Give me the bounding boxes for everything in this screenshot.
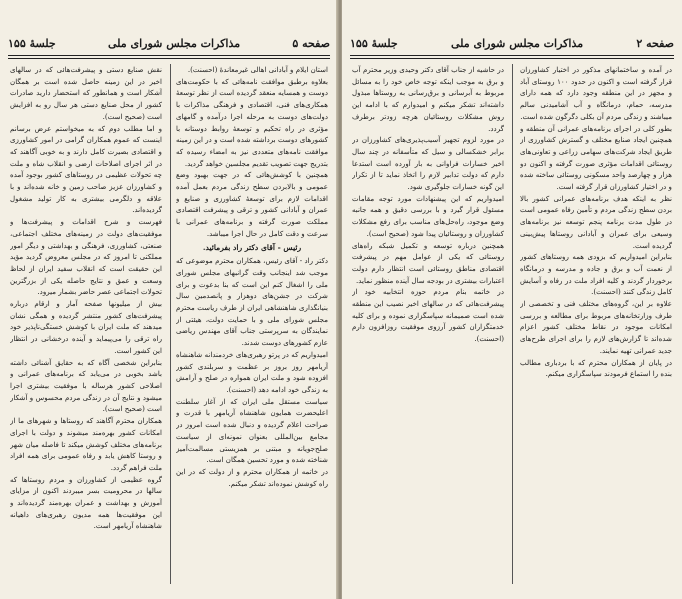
paragraph: امیدواریم که در پرتو رهبری‌های خردمندانه شاهنشاه آریامهر روز بروز بر عظمت و سربلندی کشور افزوده شود و ملت ایران همواره در صلح و آرامش به زندگی خود ادامه دهد (احسنت). [176, 349, 328, 394]
paragraph: نقش صنایع دستی و پیشرفت‌هائی که در سالهای اخیر در این زمینه حاصل شده است بر همگان آشکار است و همانطور که استحضار دارید صادرات کشور از محل صنایع دستی هر سال رو به افزایش است (صحیح است). [10, 65, 162, 121]
paragraph: در آمده و ساختمانهای مذکور در اختیار کشاورزان قرار گرفته است و اکنون در حدود ۱۰۰ روستای آباد و مجهز در این منطقه وجود دارد که همه دارای مدرسه، حمام، درمانگاه و آب آشامیدنی سالم میباشند و زندگی مردم آن بکلی دگرگون شده است. [520, 65, 672, 121]
right-page-column-right [520, 64, 672, 584]
paragraph: و اما مطلب دوم که به میخواستم عرض برسانم اینست که عموم همکاران گرامی در امور کشاورزی و اقتصادی بصیرت کامل دارند و به خوبی آگاهند که در اثر اجرای اصلاحات ارضی و انقلاب شاه و ملت چه تحولات عظیمی در روستاهای کشور بوجود آمده و کشاورزان عزیز صاحب زمین و خانه شده‌اند و با علاقه و دلگرمی بیشتری به کار تولید مشغول گردیده‌اند. [10, 123, 162, 215]
paragraph: بنابراین امیدواریم که بزودی همه روستاهای کشور از نعمت آب و برق و جاده و مدرسه و درمانگاه برخوردار گردند و کلیه افراد ملت در رفاه و آسایش کامل زندگی کنند (احسنت). [520, 252, 672, 297]
right-page-column-left [352, 64, 504, 584]
paragraph: سیاست مستقل ملی ایران که از آغاز سلطنت اعلیحضرت همایون شاهنشاه آریامهر با قدرت و صراحت اعلام گردیده و دنبال شده است امروز در مجامع بین‌المللی بعنوان نمونه‌ای از سیاست صلح‌جویانه و مبتنی بر همزیستی مسالمت‌آمیز شناخته شده و مورد تحسین همگان است. [176, 396, 328, 465]
speaker-heading: رئیس - آقای دکتر راد بفرمائید. [202, 242, 302, 252]
paragraph: در پایان از همکاران محترم که با بردباری مطالب بنده را استماع فرمودند سپاسگزاری میکنم. [520, 357, 672, 379]
paragraph: بعلاوه برطبق موافقت نامه‌هائی که با حکومت‌های دوست و همسایه منعقد گردیده است از نظر توسعهٔ همکاری‌های فنی، اقتصادی و فرهنگی مذاکرات با دولت‌های دوست به مرحله اجرا درآمده و گامهای مؤثری در راه تحکیم و توسعهٔ روابط دوستانه با کشورهای دوست برداشته شده است و در این زمینه موافقت نامه‌های متعددی نیز به امضاء رسیده که بتدریج جهت تصویب تقدیم مجلسین خواهد گردید. [176, 76, 328, 168]
column-divider [512, 64, 513, 584]
left-page-header [8, 32, 330, 54]
paragraph: بطور کلی در اجرای برنامه‌های عمرانی آن منطقه و همچنین ایجاد صنایع مختلف و گسترش کشاورزی از طریق ایجاد شرکت‌های سهامی زراعی و تعاونی‌های روستائی اقدامات مؤثری صورت گرفته و اکنون دو هزار و چهارصد واحد مسکونی روستائی ساخته شده و در اختیار کشاورزان قرار گرفته است. [520, 123, 672, 192]
paragraph: نظر به اینکه هدف برنامه‌های عمرانی کشور بالا بردن سطح زندگی مردم و تأمین رفاه عمومی است در طول مدت برنامه پنجم توسعه نیز برنامه‌های وسیعی برای عمران و آبادانی روستاها پیش‌بینی گردیده است. [520, 193, 672, 250]
right-page-session: جلسهٔ ۱۵۵ [350, 36, 398, 50]
header-rule-thin [8, 58, 330, 59]
paragraph: امیدواریم که این پیشنهادات مورد توجه مقامات مسئول قرار گیرد و با بررسی دقیق و همه جانبه وضع موجود، راه‌حل‌های مناسب برای رفع مشکلات کشاورزان و روستائیان پیدا شود (صحیح است). [352, 193, 504, 238]
paragraph: دکتر راد - آقای رئیس، همکاران محترم موضوعی که موجب شد اینجانب وقت گرانبهای مجلس شورای ملی را اشغال کنم این است که بنا بدعوت و برای شرکت در جشن‌های دوهزار و پانصدمین سال بنیانگذاری شاهنشاهی ایران از طرف ریاست محترم مجلس شورای ملی و با حمایت دولت، هیئتی از نمایندگان به سرپرستی جناب آقای مهندس ریاضی عازم کشورهای دوست شدند. [176, 256, 328, 348]
paragraph: همچنین درباره توسعه و تکمیل شبکه راه‌های روستائی که یکی از عوامل مهم در پیشرفت اقتصادی مناطق روستائی است انتظار دارم دولت اعتبارات بیشتری در بودجه سال آینده منظور نماید. [352, 240, 504, 285]
paragraph: بیش از میلیونها صفحه آمار و ارقام درباره پیشرفت‌های کشور منتشر گردیده و همگی نشان میدهند که ملت ایران با کوشش خستگی‌ناپذیر خود راه ترقی را می‌پیماید و آینده درخشانی در انتظار این کشور است. [10, 299, 162, 355]
paragraph: گروه عظیمی از کشاورزان و مردم روستاها که سالها در محرومیت بسر میبردند اکنون از مزایای آموزش و بهداشت و عمران بهره‌مند گردیده‌اند و این موفقیت‌ها همه مدیون رهبری‌های داهیانه شاهنشاه آریامهر است. [10, 474, 162, 531]
header-rule [8, 55, 330, 56]
left-page-session: جلسهٔ ۱۵۵ [8, 36, 56, 50]
paragraph: در خاتمه بنام مردم حوزه انتخابیه خود از پیشرفت‌هائی که در سالهای اخیر نصیب این منطقه شده است صمیمانه سپاسگزاری نموده و برای کلیه خدمتگزاران کشور آرزوی موفقیت روزافزون دارم (احسنت). [352, 287, 504, 344]
left-page [0, 0, 338, 599]
header-rule [350, 55, 674, 56]
paragraph: همچنین با کوشش‌هائی که در جهت بهبود وضع عمومی و بالابردن سطح زندگی مردم بعمل آمده اقدامات لازم برای توسعهٔ کشاورزی و صنایع و عمران و آبادانی کشور و ترقی و پیشرفت اقتصادی مملکت صورت گرفته و برنامه‌های عمرانی با سرعت و دقت کامل در حال اجرا میباشد. [176, 170, 328, 238]
paragraph: بنابراین شخصی آگاه که به حقایق آشنائی داشته باشد بخوبی در می‌یابد که برنامه‌های عمرانی و اصلاحی کشور هرساله با موفقیت بیشتری اجرا میشود و نتایج آن در زندگی مردم محسوس و آشکار است (صحیح است). [10, 357, 162, 414]
right-page [342, 0, 682, 599]
paragraph: در خاتمه از همکاران محترم و از دولت که در این راه کوشش نموده‌اند تشکر میکنم. [176, 466, 328, 488]
left-page-label: صفحه ۵ [292, 36, 330, 50]
paragraph: فهرست و شرح اقدامات و پیشرفت‌ها و موفقیت‌های دولت در زمینه‌های مختلف اجتماعی، صنعتی، کشاورزی، فرهنگی و بهداشتی و دیگر امور مملکتی تا امروز که در مجلس معروض گردید مؤید این حقیقت است که انقلاب سفید ایران از لحاظ وسعت و عمق و نتایج حاصله یکی از بزرگترین تحولات اجتماعی عصر حاضر بشمار میرود. [10, 217, 162, 297]
right-page-label: صفحه ۲ [636, 36, 674, 50]
paragraph: همکاران محترم آگاهند که روستاها و شهرهای ما از امکانات کشور بهره‌مند میشوند و دولت با اجرای برنامه‌های مختلف کوشش میکند تا فاصله میان شهر و روستا کاهش یابد و رفاه عمومی برای همه افراد ملت فراهم گردد. [10, 416, 162, 472]
right-page-title: مذاکرات مجلس شورای ملی [450, 36, 584, 50]
paragraph: علاوه بر این، گروه‌های مختلف فنی و تخصصی از طرف وزارتخانه‌های مربوط برای مطالعه و بررسی امکانات موجود در نقاط مختلف کشور اعزام شده‌اند تا گزارش‌های لازم را برای اجرای طرح‌های جدید عمرانی تهیه نمایند. [520, 299, 672, 355]
left-page-column-right [176, 64, 328, 584]
column-divider [170, 64, 171, 584]
paragraph: در مورد لزوم تجهیز آسیب‌پذیری‌های کشاورزان در برابر خشکسالی و سیل که متأسفانه در چند سال اخیر خسارات فراوانی به بار آورده است استدعا دارم که دولت تدابیر لازم را اتخاذ نماید تا از تکرار این گونه خسارات جلوگیری شود. [352, 135, 504, 192]
paragraph: استان ایلام و آبادانی اهالی غیرمعاندهٔ (احسنت). [187, 65, 328, 74]
header-rule-thin [350, 58, 674, 59]
right-page-header [350, 32, 674, 54]
left-page-column-left [10, 64, 162, 584]
left-page-title: مذاکرات مجلس شورای ملی [107, 36, 241, 50]
paragraph: در حاشیه از جناب آقای دکتر وحیدی وزیر محترم آب و برق به موجب اینکه توجه خاص خود را به مسائل مربوط به آبرسانی و برق‌رسانی به روستاها مبذول داشته‌اند تشکر میکنم و امیدوارم که با ادامه این روش مشکلات روستائیان هرچه زودتر برطرف گردد. [352, 65, 504, 133]
